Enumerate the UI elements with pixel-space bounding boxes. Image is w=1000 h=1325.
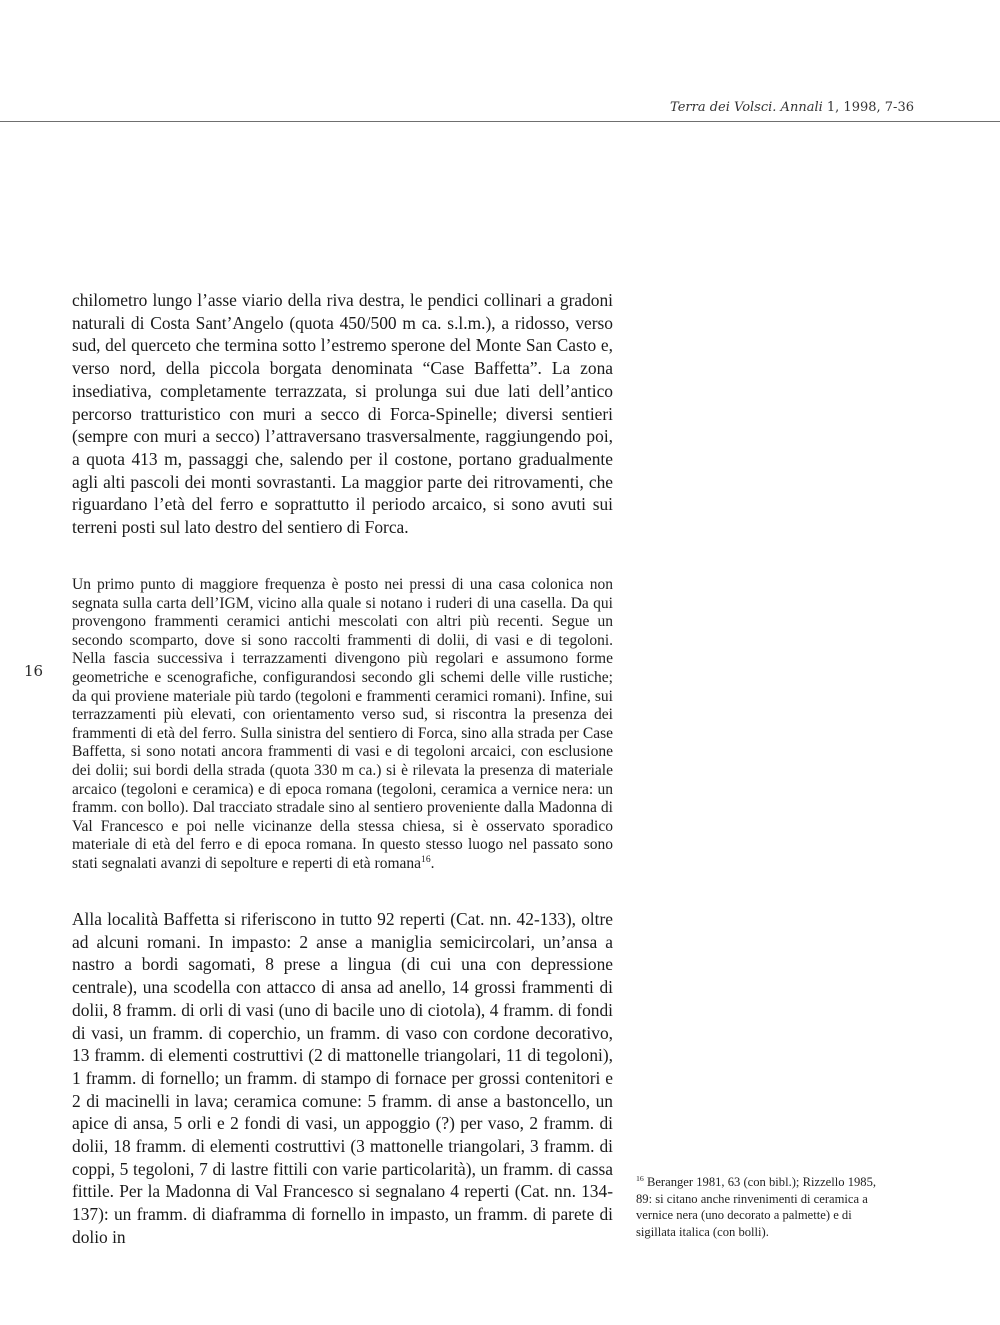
journal-title: Terra dei Volsci. Annali xyxy=(670,100,823,115)
footnote-text: Beranger 1981, 63 (con bibl.); Rizzello 1985, 89: si citano anche rinvenimenti di ceramica a vernice nera (uno decorato a palmette) e di sigillata italica (con bolli). xyxy=(636,1175,877,1239)
body-paragraph-1: chilometro lungo l’asse viario della riva destra, le pendici collinari a gradoni naturali di Costa Sant’Angelo (quota 450/500 m ca. s.l.m.), a ridosso, verso sud, del querceto che termina sotto l’estremo sperone del Monte San Casto e, verso nord, della piccola borgata denominata “Case Baffetta”. La zona insediativa, completamente terrazzata, si prolunga sui due lati dell’antico percorso tratturistico con muri a secco di Forca-Spinelle; diversi sentieri (sempre con muri a secco) l’attraversano trasversalmente, raggiungendo poi, a quota 413 m, passaggi che, salendo per il costone, portano gradualmente agli alti pascoli dei monti sovrastanti. La maggior parte dei ritrovamenti, che riguardano l’età del ferro e soprattutto il periodo arcaico, si sono avuti sui terreni posti sul lato destro del sentiero di Forca. xyxy=(72,290,613,538)
footnote-reference[interactable]: 16 xyxy=(421,853,431,865)
page-number: 16 xyxy=(24,662,44,680)
issue-info: 1, 1998, 7-36 xyxy=(822,100,914,115)
header-rule xyxy=(0,121,1000,122)
footnote-number: 16 xyxy=(636,1173,644,1183)
excerpt-text: Un primo punto di maggiore frequenza è posto nei pressi di una casa colonica non segnata sulla carta dell’IGM, vicino alla quale si notano i ruderi di una casella. Da qui provengono frammenti ceramici antichi mescolati con altri più recenti. Segue un secondo scomparto, dove si sono raccolti frammenti di dolii, di vasi e di tegoloni. Nella fascia successiva i terrazzamenti divengono più regolari e assumono forme geometriche e scenografiche, configurandosi secondo gli schemi delle ville rustiche; da qui proviene materiale più tardo (tegoloni e frammenti ceramici romani). Infine, sui terrazzamenti più elevati, con orientamento verso sud, si riscontra la presenza dei frammenti di età del ferro. Sulla sinistra del sentiero di Forca, sino alla strada per Case Baffetta, si sono notati ancora frammenti di vasi e di tegoloni arcaici, con esclusione dei dolii; sui bordi della strada (quota 330 m ca.) si è rilevata la presenza di materiale arcaico (tegoloni e ceramica) e di epoca romana (tegoloni, ceramica a vernice nera: un framm. con bollo). Dal tracciato stradale sino al sentiero proveniente dalla Madonna di Val Francesco e poi nelle vicinanze della stessa chiesa, si è osservato sporadico materiale di età del ferro e di epoca romana. In questo stesso luogo nel passato sono stati segnalati avanzi di sepolture e reperti di età romana xyxy=(72,576,613,872)
footnote xyxy=(636,1174,888,1240)
quoted-excerpt: Un primo punto di maggiore frequenza è posto nei pressi di una casa colonica non segnata sulla carta dell’IGM, vicino alla quale si notano i ruderi di una casella. Da qui provengono frammenti ceramici antichi mescolati con altri più recenti. Segue un secondo scomparto, dove si sono raccolti frammenti di dolii, di vasi e di tegoloni. Nella fascia successiva i terrazzamenti divengono più regolari e assumono forme geometriche e scenografiche, configurandosi secondo gli schemi delle ville rustiche; da qui proviene materiale più tardo (tegoloni e frammenti ceramici romani). Infine, sui terrazzamenti più elevati, con orientamento verso sud, si riscontra la presenza dei frammenti di età del ferro. Sulla sinistra del sentiero di Forca, sino alla strada per Case Baffetta, si sono notati ancora frammenti di vasi e di tegoloni arcaici, con esclusione dei dolii; sui bordi della strada (quota 330 m ca.) si è rilevata la presenza di materiale arcaico (tegoloni e ceramica) e di epoca romana (tegoloni, ceramica a vernice nera: un framm. con bollo). Dal tracciato stradale sino al sentiero proveniente dalla Madonna di Val Francesco e poi nelle vicinanze della stessa chiesa, si è osservato sporadico materiale di età del ferro e di epoca romana. In questo stesso luogo nel passato sono stati segnalati avanzi di sepolture e reperti di età romana$^{16}$. xyxy=(72,576,613,872)
body-paragraph-2: Alla località Baffetta si riferiscono in tutto 92 reperti (Cat. nn. 42-133), oltre ad alcuni romani. In impasto: 2 anse a maniglia semicircolari, un’ansa a nastro a bordi sagomati, 8 prese a lingua (di cui una con depressione centrale), una scodella con attacco di ansa ad anello, 14 grossi frammenti di dolii, 8 framm. di orli di vasi (uno di bacile uno di ciotola), 4 framm. di fondi di vasi, un framm. di coperchio, un framm. di vaso con cordone decorativo, 13 framm. di elementi costruttivi (2 di mattonelle triangolari, 11 di tegoloni), 1 framm. di fornello; un framm. di stampo di fornace per grossi contenitori e 2 di macinelli in lava; ceramica comune: 5 framm. di anse a bastoncello, un apice di ansa, 5 orli e 2 fondi di vasi, un appoggio (?) per vaso, 2 framm. di dolii, 18 framm. di elementi costruttivi (3 mattonelle triangolari, 3 framm. di coppi, 5 tegoloni, 7 di lastre fittili con varie particolarità), un framm. di cassa fittile. Per la Madonna di Val Francesco si segnalano 4 reperti (Cat. nn. 134-137): un framm. di diaframma di fornello in impasto, un framm. di parete di dolio in xyxy=(72,909,613,1247)
running-head xyxy=(670,100,914,115)
